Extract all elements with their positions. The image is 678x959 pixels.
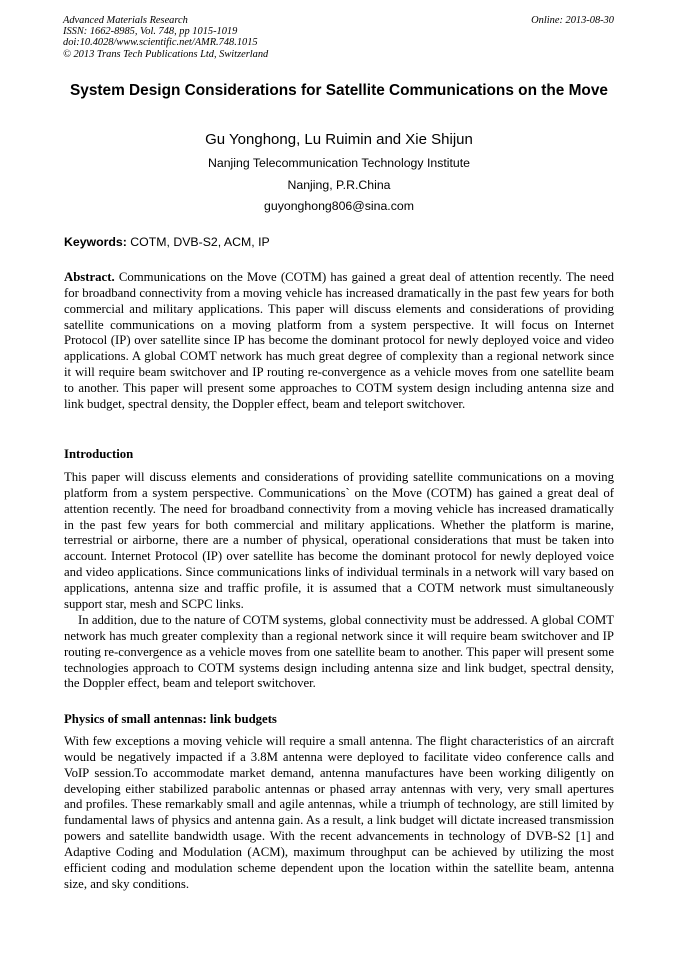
affiliation-city: Nanjing, P.R.China xyxy=(287,178,391,192)
journal-name: Advanced Materials Research xyxy=(63,15,188,26)
introduction-heading: Introduction xyxy=(64,447,134,461)
physics-heading: Physics of small antennas: link budgets xyxy=(64,712,277,726)
keywords-label: Keywords: xyxy=(64,235,127,249)
copyright-line: © 2013 Trans Tech Publications Ltd, Switzerland xyxy=(63,48,269,60)
abstract xyxy=(64,270,614,413)
physics-paragraph-1: With few exceptions a moving vehicle will require a small antenna. The flight characteristics of an aircraft would be negatively impacted if a 3.8M antenna were deployed to facilitate video conference calls and VoIP session.To accommodate market demand, antenna manufactures have been working diligently on developing either stabilized parabolic antennas or phased array antennas with very, very small apertures and profiles. These remarkably small and agile antennas, while a triumph of technology, are still limited by fundamental laws of physics and antenna gain. As a result, a link budget will dictate increased transmission powers and satellite bandwidth usage. With the recent advancements in technology of DVB-S2 [1] and Adaptive Coding and Modulation (ACM), maximum throughput can be achieved by utilizing the most efficient coding and modulation scheme dependent upon the location within the satellite beam, antenna size, and sky conditions. xyxy=(64,734,614,891)
keywords-text: COTM, DVB-S2, ACM, IP xyxy=(130,235,270,249)
author-email: guyonghong806@sina.com xyxy=(264,199,414,213)
online-date: Online: 2013-08-30 xyxy=(531,15,614,26)
issn-line: ISSN: 1662-8985, Vol. 748, pp 1015-1019 xyxy=(63,26,238,38)
abstract-text: Communications on the Move (COTM) has gained a great deal of attention recently. The need for broadband connectivity from a moving vehicle has increased dramatically in the past few years for both commercial and military applications. This paper will discuss elements and considerations of providing satellite communications on a moving platform from a system perspective. It will focus on Internet Protocol (IP) over satellite since IP has become the dominant protocol for newly deployed voice and video applications. A global COMT network has much great degree of complexity than a regional network since it will require beam switchover and IP routing re-convergence as a vehicle moves from one satellite beam to another. This paper will present some approaches to COTM system design including antenna size and link budget, spectral density, the Doppler effect, beam and teleport switchover. xyxy=(64,270,614,411)
doi-line: doi:10.4028/www.scientific.net/AMR.748.1015 xyxy=(63,37,258,49)
keywords xyxy=(64,235,270,250)
affiliation-institute: Nanjing Telecommunication Technology Institute xyxy=(207,156,471,170)
introduction-paragraph-2: In addition, due to the nature of COTM systems, global connectivity must be addressed. A global COMT network has much greater complexity than a regional network since it will require beam switchover and IP routing re-convergence as a vehicle moves from one satellite beam to another. This paper will present some technologies approach to COTM systems design including antenna size and link budget, spectral density, the Doppler effect, beam and teleport switchover. xyxy=(64,613,614,691)
abstract-label: Abstract. xyxy=(64,270,115,284)
introduction-paragraph-1: This paper will discuss elements and considerations of providing satellite communications on a moving platform from a system perspective. Communications` on the Move (COTM) has gained a great deal of attention recently. The need for broadband connectivity from a moving vehicle has increased dramatically in the past few years for both commercial and military applications. Whether the platform is marine, terrestrial or airborne, there are a number of physical, operational considerations that must be taken into account. Internet Protocol (IP) over satellite has become the dominant protocol for newly deployed voice and video applications. Since communications links of individual terminals in a network will vary based on applications, antenna size and traffic profile, it is assumed that a COTM network must simultaneously support star, mesh and SCPC links. xyxy=(64,470,614,611)
journal-header xyxy=(63,15,268,60)
authors: Gu Yonghong, Lu Ruimin and Xie Shijun xyxy=(205,131,473,148)
paper-title: System Design Considerations for Satellite Communications on the Move xyxy=(70,82,608,99)
